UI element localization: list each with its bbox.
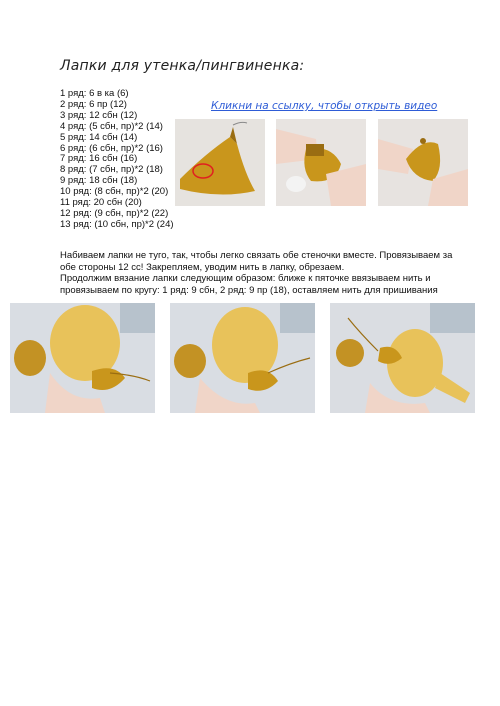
instruction-paragraph: Набиваем лапки не туго, так, чтобы легко связать обе стеночки вместе. Провязываем за обе стороны 12 сс! Закрепляем, уводим нить в лапку, обрезаем. [60,250,453,273]
instruction-paragraph: Продолжим вязание лапки следующим образом: ближе к пяточке ввязываем нить и провязываем по кругу: 1 ряд: 9 сбн, 2 ряд: 9 пр (18), оставляем нить для пришивания [60,273,438,296]
page-title: Лапки для утенка/пингвиненка: [60,58,305,74]
pattern-row: 12 ряд: (9 сбн, пр)*2 (22) [60,207,169,219]
pattern-row: 2 ряд: 6 пр (12) [60,98,127,110]
photo-foot-step-3 [378,119,468,206]
pattern-row: 8 ряд: (7 сбн, пр)*2 (18) [60,164,163,176]
pattern-row: 13 ряд: (10 сбн, пр)*2 (24) [60,218,174,230]
pattern-row: 5 ряд: 14 сбн (14) [60,131,138,143]
video-link[interactable]: Кликни на ссылку, чтобы открыть видео [211,100,438,112]
pattern-row: 10 ряд: (8 сбн, пр)*2 (20) [60,186,169,198]
pattern-row: 7 ряд: 16 сбн (16) [60,153,138,165]
pattern-row: 1 ряд: 6 в ка (6) [60,88,129,99]
photo-duck-leg-1 [10,303,155,413]
pattern-row: 3 ряд: 12 сбн (12) [60,109,138,121]
photo-foot-step-1 [175,119,265,206]
pattern-row: 6 ряд: (6 сбн, пр)*2 (16) [60,142,163,154]
pattern-row: 4 ряд: (5 сбн, пр)*2 (14) [60,120,163,132]
photo-duck-leg-3 [330,303,475,413]
pattern-row: 9 ряд: 18 сбн (18) [60,175,138,187]
photo-duck-leg-2 [170,303,315,413]
photo-foot-step-2 [276,119,366,206]
pattern-row: 11 ряд: 20 сбн (20) [60,197,142,209]
